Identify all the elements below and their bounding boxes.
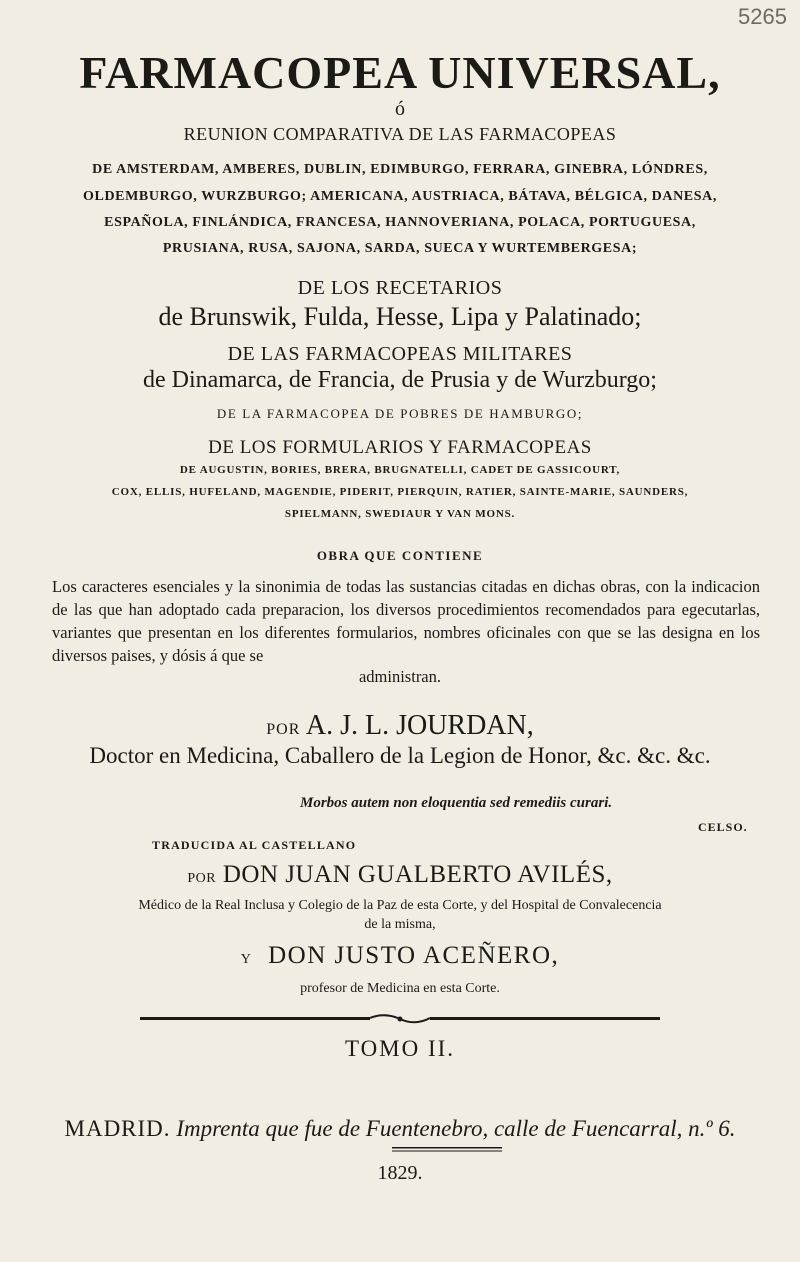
translator-1-por: POR — [187, 871, 217, 886]
translator-2-role: profesor de Medicina en esta Corte. — [300, 981, 500, 996]
recetarios-heading: DE LOS RECETARIOS — [297, 277, 503, 299]
imprint — [0, 1116, 800, 1142]
publication-year: 1829. — [377, 1162, 423, 1184]
description-paragraph: Los caracteres esenciales y la sinonimia de todas las sustancias citadas en dichas obras, con la indicacion de las que han adoptado cada preparacion, los diversos procedimientos recomendados para egecutarlas, variantes que presentan en los diferentes formularios, nombres oficinales con que se las designa en los diversos paises, y dósis á que se — [52, 577, 760, 665]
subtitle-reunion: REUNION COMPARATIVA DE LAS FARMACOPEAS — [183, 124, 617, 144]
translator-2 — [0, 942, 800, 970]
ornament-rule — [140, 1012, 660, 1026]
epigraph: Morbos autem non eloquentia sed remediis curari. — [300, 795, 613, 811]
translator-1-name: DON JUAN GUALBERTO AVILÉS, — [222, 861, 613, 888]
translator-1-role-cont: de la misma, — [364, 917, 436, 932]
author-name: A. J. L. JOURDAN, — [305, 710, 534, 741]
translator-1 — [0, 861, 800, 889]
main-title: FARMACOPEA UNIVERSAL, — [79, 47, 721, 98]
formularios-heading: DE LOS FORMULARIOS Y FARMACOPEAS — [208, 437, 592, 458]
volume-number: TOMO II. — [344, 1036, 456, 1061]
translator-1-role: Médico de la Real Inclusa y Colegio de la Paz de esta Corte, y del Hospital de Convalecencia — [138, 898, 662, 913]
conjunction-o: ó — [395, 98, 405, 120]
translated-note: TRADUCIDA AL CASTELLANO — [152, 838, 357, 852]
shelf-mark: 5265 — [738, 4, 787, 29]
epigraph-source: CELSO. — [698, 820, 748, 834]
obra-heading: OBRA QUE CONTIENE — [316, 548, 484, 563]
recetarios-places: de Brunswik, Fulda, Hesse, Lipa y Palatinado; — [158, 302, 642, 331]
authors-line-1: DE AUGUSTIN, BORIES, BRERA, BRUGNATELLI, CADET DE GASSICOURT, — [179, 464, 621, 476]
cities-line-1: DE AMSTERDAM, AMBERES, DUBLIN, EDIMBURGO, FERRARA, GINEBRA, LÓNDRES, — [92, 162, 708, 177]
author-titles: Doctor en Medicina, Caballero de la Legion de Honor, &c. &c. &c. — [89, 743, 711, 768]
imprint-city: MADRID. — [64, 1116, 171, 1141]
translator-2-name: DON JUSTO ACEÑERO, — [268, 942, 560, 969]
authors-line-3: SPIELMANN, SWEDIAUR Y VAN MONS. — [284, 508, 516, 520]
author-line — [0, 710, 800, 742]
militares-heading: DE LAS FARMACOPEAS MILITARES — [227, 343, 573, 365]
cities-line-2: OLDEMBURGO, WURZBURGO; AMERICANA, AUSTRIACA, BÁTAVA, BÉLGICA, DANESA, — [83, 189, 717, 204]
author-por: POR — [266, 721, 301, 738]
translator-2-y: Y — [240, 952, 253, 967]
cities-line-3: ESPAÑOLA, FINLÁNDICA, FRANCESA, HANNOVERIANA, POLACA, PORTUGUESA, — [104, 215, 696, 230]
pobres-line: DE LA FARMACOPEA DE POBRES DE HAMBURGO; — [216, 406, 584, 421]
authors-line-2: COX, ELLIS, HUFELAND, MAGENDIE, PIDERIT, PIERQUIN, RATIER, SAINTE-MARIE, SAUNDERS, — [111, 486, 689, 498]
militares-places: de Dinamarca, de Francia, de Prusia y de Wurzburgo; — [143, 367, 657, 393]
description-end: administran. — [358, 667, 442, 686]
cities-line-4: PRUSIANA, RUSA, SAJONA, SARDA, SUECA Y WURTEMBERGESA; — [162, 241, 638, 256]
imprint-details: Imprenta que fue de Fuentenebro, calle de Fuencarral, n.º 6. — [176, 1116, 736, 1141]
imprint-rule — [392, 1147, 502, 1153]
